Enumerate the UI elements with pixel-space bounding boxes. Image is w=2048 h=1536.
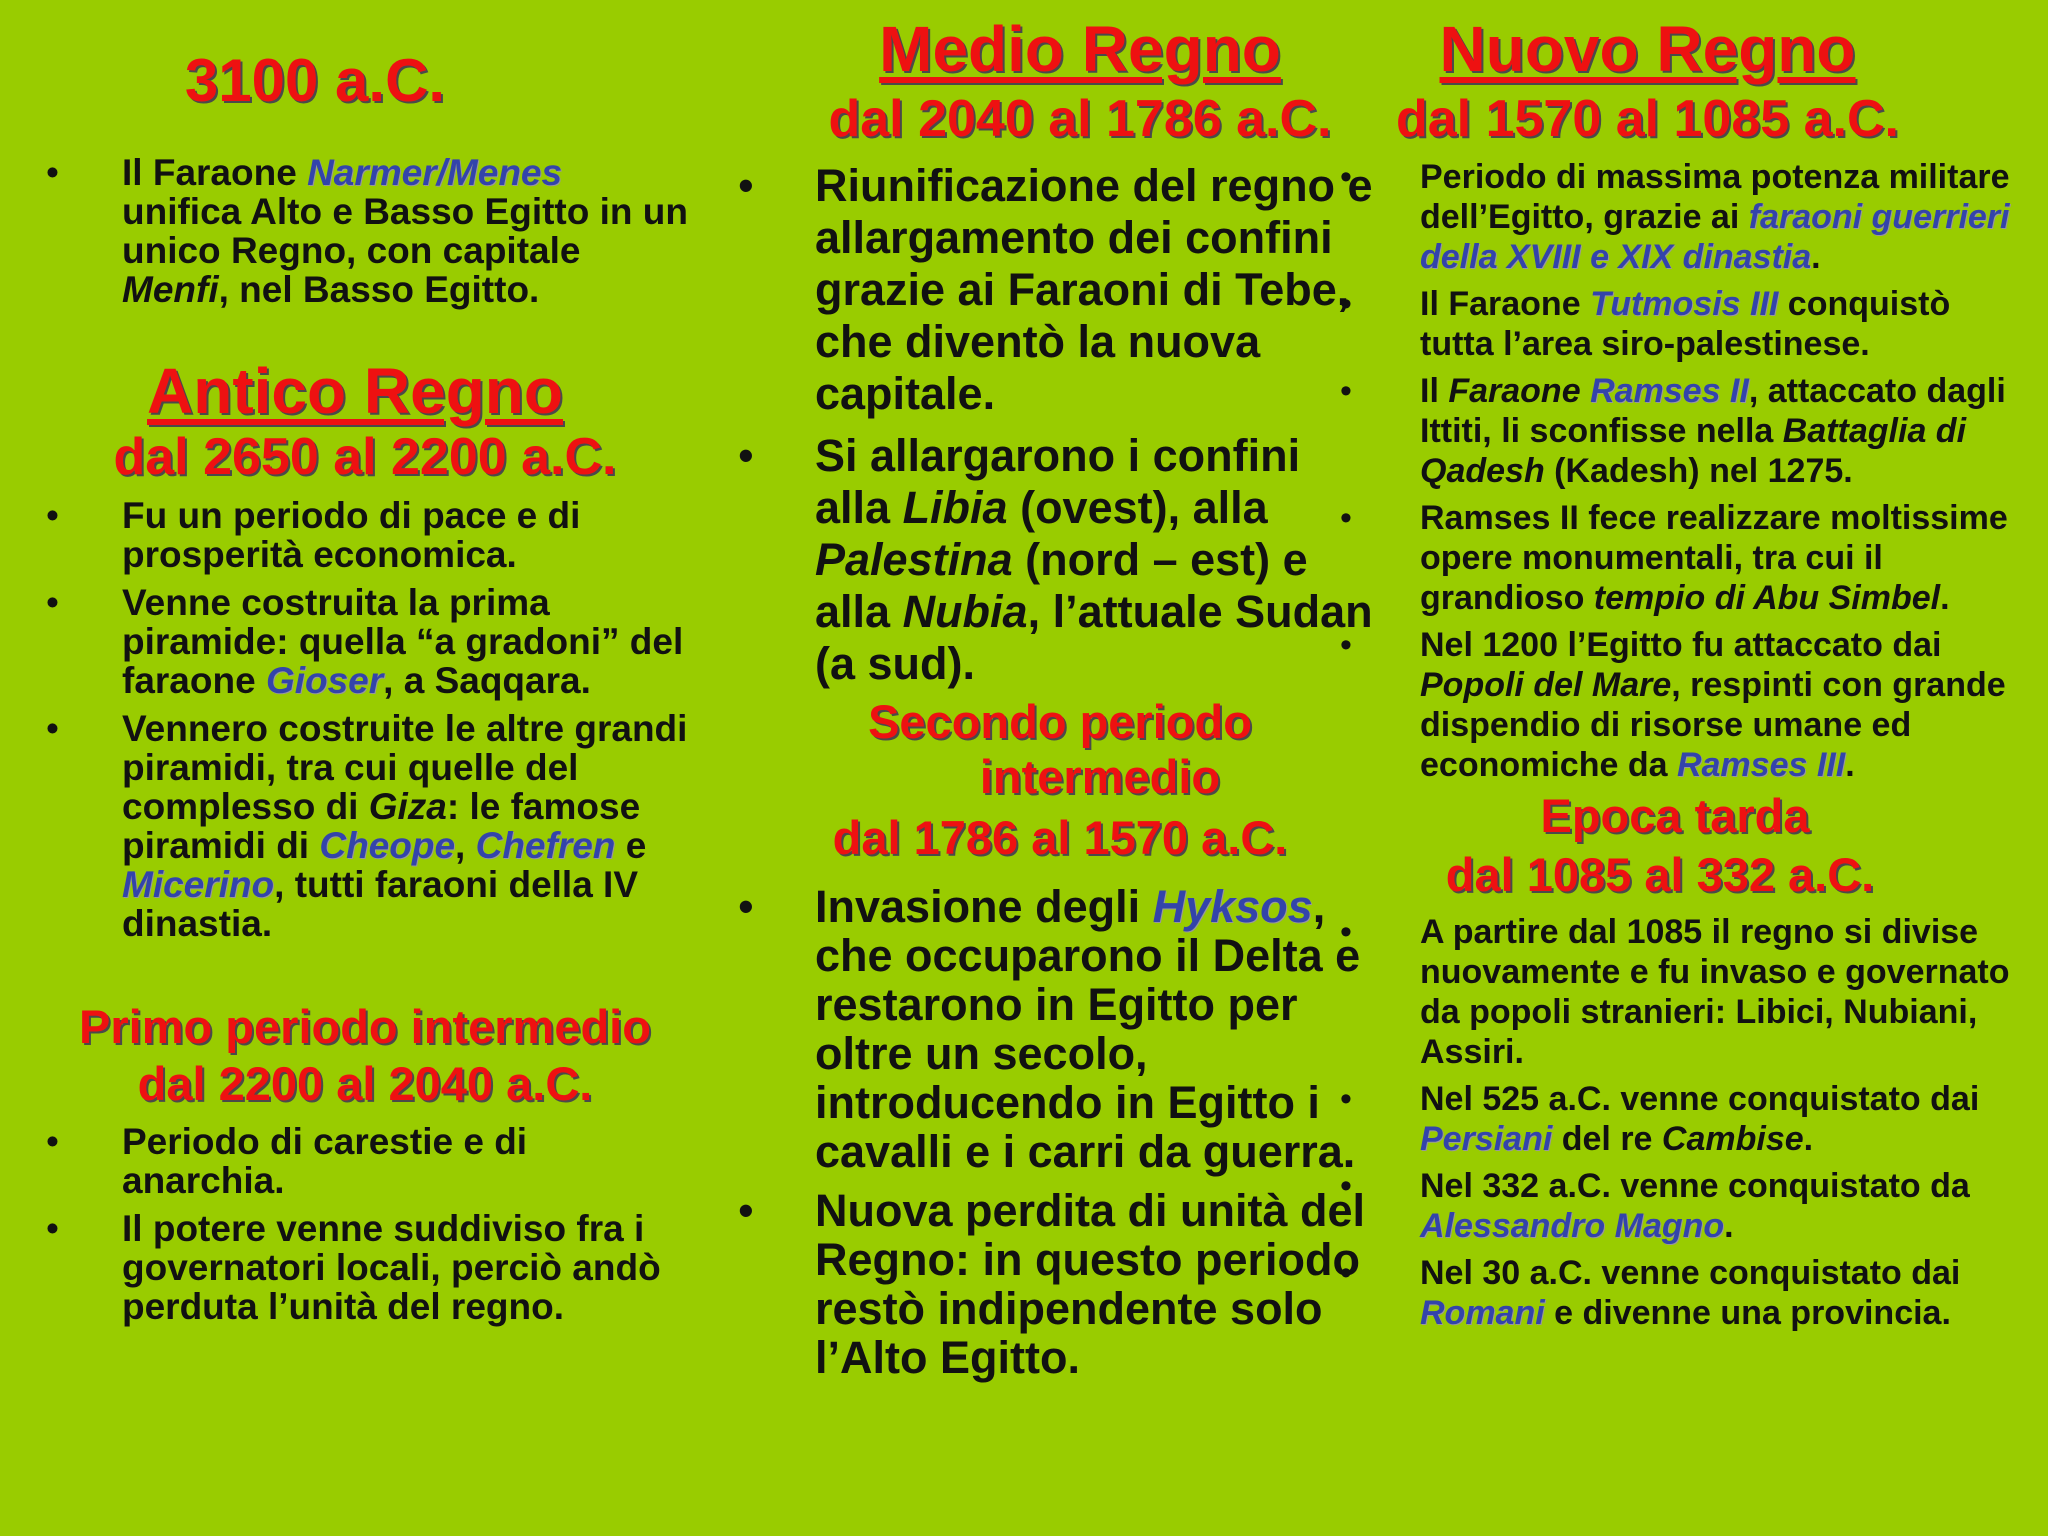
list-item: • Il Faraone Ramses II, attaccato dagli Ittiti, li sconfisse nella Battaglia di Qadesh (Kadesh) nel 1275.	[1340, 371, 2030, 491]
heading-epoca-tarda: Epoca tarda	[1540, 789, 1810, 842]
list-item: • Nel 30 a.C. venne conquistato dai Romani e divenne una provincia.	[1340, 1253, 2030, 1333]
list-item: • Fu un periodo di pace e di prosperità economica.	[40, 496, 690, 574]
list-epoca-tarda	[1340, 912, 2030, 1333]
list-item: • Nel 332 a.C. venne conquistato da Alessandro Magno.	[1340, 1166, 2030, 1246]
list-item: • A partire dal 1085 il regno si divise nuovamente e fu invaso e governato da popoli stranieri: Libici, Nubiani, Assiri.	[1340, 912, 2030, 1072]
list-3100	[40, 153, 690, 309]
heading-medio-regno: Medio Regno	[879, 13, 1281, 85]
list-item: • Si allargarono i confini alla Libia (ovest), alla Palestina (nord – est) e alla Nubia, l’attuale Sudan (a sud).	[735, 430, 1385, 690]
list-item: • Il Faraone Narmer/Menes unifica Alto e Basso Egitto in un unico Regno, con capitale Menfi, nel Basso Egitto.	[40, 153, 690, 309]
list-antico-regno	[40, 496, 690, 943]
subheading-medio-regno: dal 2040 al 1786 a.C.	[828, 90, 1332, 148]
subheading-secondo-periodo: dal 1786 al 1570 a.C.	[832, 811, 1288, 864]
list-item: • Nuova perdita di unità del Regno: in questo periodo restò indipendente solo l’Alto Egitto.	[735, 1186, 1385, 1382]
list-item: • Il potere venne suddiviso fra i governatori locali, perciò andò perduta l’unità del regno.	[40, 1209, 690, 1326]
list-item: • Ramses II fece realizzare moltissime opere monumentali, tra cui il grandioso tempio di Abu Simbel.	[1340, 498, 2030, 618]
subheading-epoca-tarda: dal 1085 al 332 a.C.	[1445, 848, 1875, 901]
column-right	[1340, 0, 2030, 1333]
list-medio-regno	[735, 160, 1385, 690]
list-item: • Riunificazione del regno e allargamento dei confini grazie ai Faraoni di Tebe, che diventò la nuova capitale.	[735, 160, 1385, 420]
heading-antico-regno: Antico Regno	[147, 355, 563, 427]
list-item: • Periodo di carestie e di anarchia.	[40, 1122, 690, 1200]
list-item: • Il Faraone Tutmosis III conquistò tutta l’area siro-palestinese.	[1340, 284, 2030, 364]
list-item: • Periodo di massima potenza militare dell’Egitto, grazie ai faraoni guerrieri della XVIII e XIX dinastia.	[1340, 157, 2030, 277]
heading-secondo-periodo	[735, 694, 1385, 804]
subheading-nuovo-regno: dal 1570 al 1085 a.C.	[1395, 90, 1899, 148]
heading-secondo-periodo-line1: Secondo periodo	[868, 695, 1252, 748]
list-item: • Venne costruita la prima piramide: quella “a gradoni” del faraone Gioser, a Saqqara.	[40, 583, 690, 700]
list-primo-periodo	[40, 1122, 690, 1326]
list-nuovo-regno	[1340, 157, 2030, 785]
list-secondo-periodo	[735, 882, 1385, 1382]
column-middle	[735, 0, 1385, 1382]
column-left	[40, 0, 690, 1326]
subheading-antico-regno: dal 2650 al 2200 a.C.	[113, 428, 617, 486]
subheading-primo-periodo: dal 2200 al 2040 a.C.	[137, 1057, 593, 1110]
list-item: • Nel 1200 l’Egitto fu attaccato dai Popoli del Mare, respinti con grande dispendio di risorse umane ed economiche da Ramses III.	[1340, 625, 2030, 785]
heading-secondo-periodo-line2: intermedio	[979, 750, 1221, 803]
heading-nuovo-regno: Nuovo Regno	[1439, 13, 1856, 85]
list-item: • Vennero costruite le altre grandi piramidi, tra cui quelle del complesso di Giza: le famose piramidi di Cheope, Chefren e Micerino, tutti faraoni della IV dinastia.	[40, 709, 690, 943]
heading-3100: 3100 a.C.	[184, 47, 446, 114]
heading-primo-periodo: Primo periodo intermedio	[79, 1000, 651, 1053]
list-item: • Nel 525 a.C. venne conquistato dai Persiani del re Cambise.	[1340, 1079, 2030, 1159]
list-item: • Invasione degli Hyksos, che occuparono il Delta e restarono in Egitto per oltre un secolo, introducendo in Egitto i cavalli e i carri da guerra.	[735, 882, 1385, 1176]
